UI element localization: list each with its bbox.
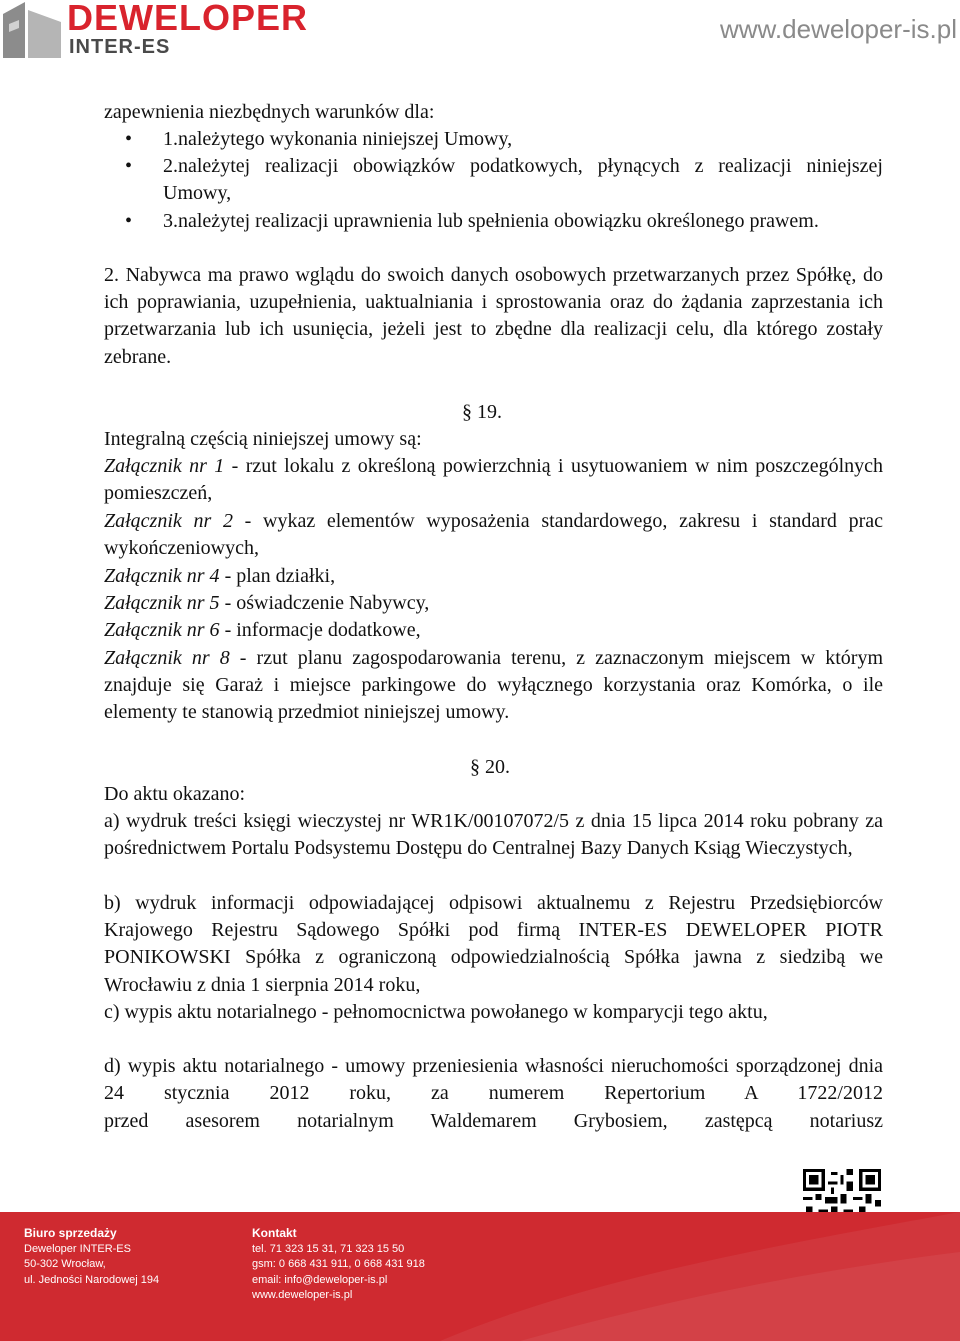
document-item-a: a) wydruk treści księgi wieczystej nr WR1K/00107072/5 z dnia 15 lipca 2014 roku pobrany za pośrednictwem Portalu Podsystemu Dostępu do Centralnej Bazy Danych Ksiąg Wieczystych, [104, 810, 883, 860]
footer-office-line: Deweloper INTER-ES [24, 1242, 131, 1255]
attachment-label: Załącznik nr 5 [104, 592, 220, 614]
company-logo [3, 0, 323, 62]
paragraph-2-text: Nabywca ma prawo wglądu do swoich danych osobowych przetwarzanych przez Spółkę, do ich poprawiania, uzupełnienia, uaktualniania i sprostowania oraz do żądania zaprzestania ich przetwarzania lub ich usunięcia, jeżeli jest to zbędne dla realizacji celu, dla którego zostały zebrane. [104, 264, 883, 368]
document-item-d: d) wypis aktu notarialnego - umowy przeniesienia własności nieruchomości sporządzonej dnia 24 stycznia 2012 roku, za numerem Repertorium A 1722/2012 [104, 1055, 883, 1105]
header-website-link[interactable]: www.deweloper-is.pl [720, 14, 957, 44]
section-19-number: 19. [477, 401, 502, 423]
footer-office-line: 50-302 Wrocław, [24, 1258, 106, 1270]
attachment-label: Załącznik nr 8 [104, 647, 230, 669]
intro-line: zapewnienia niezbędnych warunków dla: [104, 101, 435, 123]
attachment-item [104, 645, 883, 727]
attachment-text: - plan działki, [219, 565, 336, 587]
footer-office [24, 1226, 159, 1288]
attachment-item [104, 617, 883, 644]
footer-contact-website[interactable]: www.deweloper-is.pl [252, 1289, 353, 1301]
attachment-text: - rzut lokalu z określoną powierzchnią i usytuowaniem w nim poszczególnych pomieszczeń, [104, 455, 883, 505]
document-item-b: b) wydruk informacji odpowiadającej odpisowi aktualnemu z Rejestru Przedsiębiorców Krajowego Rejestru Sądowego Spółki pod firmą INTER-ES DEWELOPER PIOTR PONIKOWSKI Spółka z ograniczoną odpowiedzialnością Spółka jawna z siedzibą we Wrocławiu z dnia 1 sierpnia 2014 roku, [104, 892, 883, 996]
bullet-dot-icon: • [125, 155, 133, 177]
attachment-label: Załącznik nr 2 [104, 510, 233, 532]
footer-contact-title: Kontakt [252, 1226, 297, 1240]
logo-house-icon [3, 2, 61, 58]
section-20-heading [470, 754, 510, 781]
paragraph-2 [104, 262, 883, 371]
attachment-label: Załącznik nr 6 [104, 619, 220, 641]
footer-contact-gsm: gsm: 0 668 431 911, 0 668 431 918 [252, 1258, 425, 1270]
footer-contact-phone: tel. 71 323 15 31, 71 323 15 50 [252, 1242, 405, 1255]
footer-wave-decoration [440, 1212, 960, 1341]
document-item-c: c) wypis aktu notarialnego - pełnomocnictwa powołanego w komparycji tego aktu, [104, 1001, 768, 1023]
attachment-label: Załącznik nr 1 [104, 455, 225, 477]
footer-contact-email[interactable]: email: info@deweloper-is.pl [252, 1273, 388, 1286]
footer [0, 1212, 960, 1341]
bullet-dot-icon: • [125, 210, 133, 232]
document-item-d-continued: przed asesorem notarialnym Waldemarem Grybosiem, zastępcą notariusz [104, 1110, 883, 1132]
section-19-heading [462, 399, 502, 426]
section-sign-icon: § [470, 756, 480, 778]
section-20-number: 20. [485, 756, 510, 778]
section-19-intro: Integralną częścią niniejszej umowy są: [104, 428, 422, 450]
footer-office-title: Biuro sprzedaży [24, 1226, 117, 1240]
attachment-item [104, 563, 883, 590]
section-20-intro: Do aktu okazano: [104, 783, 246, 805]
footer-contact [252, 1226, 425, 1304]
bullet-dot-icon: • [125, 128, 133, 150]
attachment-text: - oświadczenie Nabywcy, [219, 592, 430, 614]
attachment-text: - wykaz elementów wyposażenia standardowego, zakresu i standard prac wykończeniowych, [104, 510, 883, 560]
attachment-text: - rzut planu zagospodarowania terenu, z zaznaczonym miejscem w którym znajduje się Garaż i miejsce parkingowe do wyłącznego korzystania oraz Komórka, o ile elementy te stanowią przedmiot niniejszej umowy. [104, 647, 883, 724]
footer-office-line: ul. Jedności Narodowej 194 [24, 1273, 160, 1286]
attachment-item [104, 590, 883, 617]
brand-subtitle: INTER-ES [69, 36, 171, 58]
bullet-item: 3.należytej realizacji uprawnienia lub spełnienia obowiązku określonego prawem. [163, 210, 819, 232]
bullet-item: 2.należytej realizacji obowiązków podatkowych, płynących z realizacji niniejszej Umowy, [163, 155, 883, 205]
section-sign-icon: § [462, 401, 472, 423]
brand-name: DEWELOPER [67, 0, 309, 38]
attachment-item [104, 453, 883, 507]
attachment-label: Załącznik nr 4 [104, 565, 220, 587]
attachment-item [104, 508, 883, 562]
attachment-text: - informacje dodatkowe, [219, 619, 421, 641]
paragraph-2-number: 2. [104, 264, 119, 286]
bullet-item: 1.należytego wykonania niniejszej Umowy, [163, 128, 513, 150]
